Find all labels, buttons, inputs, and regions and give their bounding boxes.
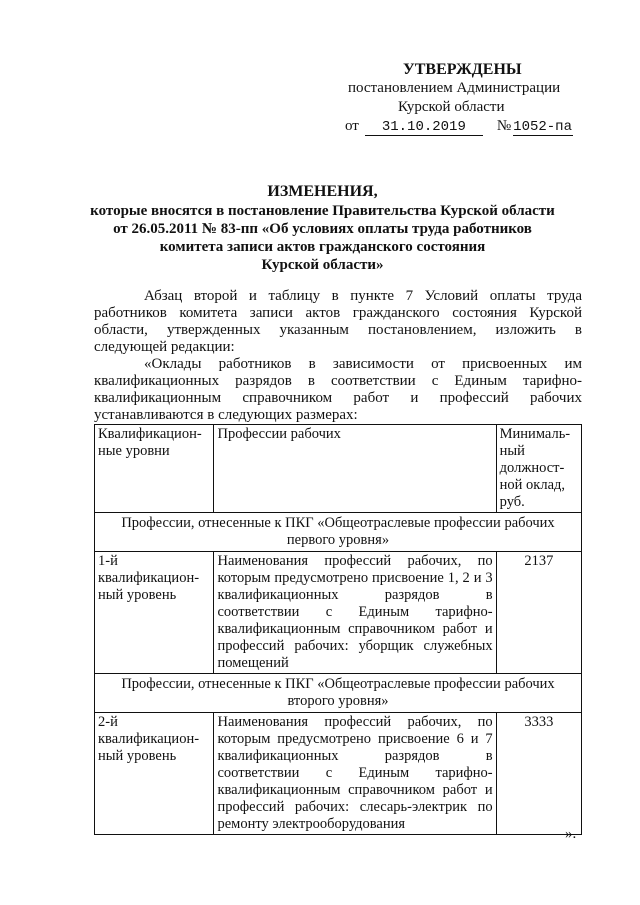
body-paragraph: «Оклады работников в зависимости от присвоенных им квалификационных разрядов в соответствии с Единым тарифно-квалификационным справочником работ и профессий рабочих устанавливаются в следующих размерах: (94, 356, 582, 423)
document-body (94, 288, 582, 424)
description-cell: Наименования профессий рабочих, по которым предусмотрено присвоение 6 и 7 квалификационных разрядов в соответствии с Единым тарифно-квалификационным справочником работ и профессий рабочих: слесарь-электрик по ремонту электрооборудования (214, 713, 496, 835)
approval-stamp (345, 60, 595, 136)
salary-table (94, 424, 582, 835)
heading-main: ИЗМЕНЕНИЯ, (267, 183, 378, 200)
header-salary: Минималь-ный должност-ной оклад, руб. (496, 425, 581, 513)
salary-cell: 3333 (496, 713, 581, 835)
table-group-row (95, 513, 582, 552)
approval-title: УТВЕРЖДЕНЫ (403, 61, 522, 78)
heading-line: которые вносятся в постановление Правительства Курской области (90, 203, 555, 219)
table-header-row (95, 425, 582, 513)
approval-authority: постановлением Администрации (348, 80, 561, 96)
approval-number: 1052-па (513, 119, 572, 135)
description-cell: Наименования профессий рабочих, по которым предусмотрено присвоение 1, 2 и 3 квалификационных разрядов в соответствии с Единым тарифно-квалификационным справочником работ и профессий рабочих: уборщик служебных помещений (214, 552, 496, 674)
table-row (95, 552, 582, 674)
level-cell: 2-й квалификацион-ный уровень (95, 713, 214, 835)
document-heading (90, 183, 555, 274)
level-cell: 1-й квалификацион-ный уровень (95, 552, 214, 674)
header-professions: Профессии рабочих (214, 425, 496, 513)
table-row (95, 713, 582, 835)
approval-date-line (345, 117, 595, 136)
closing-quote: ». (565, 826, 577, 842)
salary-cell: 2137 (496, 552, 581, 674)
heading-line: от 26.05.2011 № 83-пп «Об условиях оплаты труда работников (113, 221, 532, 237)
approval-region: Курской области (398, 99, 505, 115)
body-paragraph: Абзац второй и таблицу в пункте 7 Условий оплаты труда работников комитета записи актов гражданского состояния Курской области, утвержденных указанным постановлением, изложить в следующей редакции: (94, 288, 582, 355)
group-title: Профессии, отнесенные к ПКГ «Общеотраслевые профессии рабочих второго уровня» (95, 674, 582, 713)
heading-line: комитета записи актов гражданского состояния (159, 239, 486, 255)
number-prefix: № (496, 118, 512, 134)
header-levels: Квалификацион-ные уровни (95, 425, 214, 513)
approval-date: 31.10.2019 (365, 119, 483, 136)
group-title: Профессии, отнесенные к ПКГ «Общеотраслевые профессии рабочих первого уровня» (95, 513, 582, 552)
heading-line: Курской области» (261, 257, 384, 273)
date-prefix: от (345, 118, 359, 134)
table-group-row (95, 674, 582, 713)
